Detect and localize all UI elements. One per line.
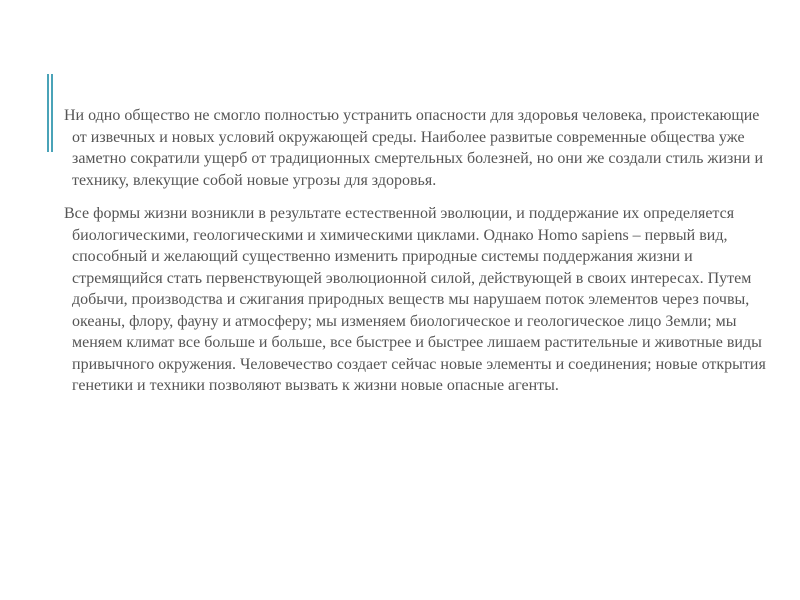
paragraph-2: Все формы жизни возникли в результате естественной эволюции, и поддержание их определяется биологическими, геологическими и химическими циклами. Однако Homo sapiens – первый вид, способный и желающий существенно изменить природные системы поддержания жизни и стремящийся стать первенствующей эволюционной силой, действующей в своих интересах. Путем добычи, производства и сжигания природных веществ мы нарушаем поток элементов через почвы, океаны, флору, фауну и атмосферу; мы изменяем биологическое и геологическое лицо Земли; мы меняем климат все больше и больше, все быстрее и быстрее лишаем растительные и животные виды привычного окружения. Человечество создает сейчас новые элементы и соединения; новые открытия генетики и техники позволяют вызвать к жизни новые опасные агенты.: [64, 205, 766, 394]
slide-body: [64, 105, 776, 409]
accent-bar-left: [47, 74, 49, 152]
paragraph-1: Ни одно общество не смогло полностью устранить опасности для здоровья человека, проистекающие от извечных и новых условий окружающей среды. Наиболее развитые современные общества уже заметно сократили ущерб от традиционных смертельных болезней, но они же создали стиль жизни и технику, влекущие собой новые угрозы для здоровья.: [64, 107, 764, 189]
accent-bar-right: [51, 74, 53, 152]
